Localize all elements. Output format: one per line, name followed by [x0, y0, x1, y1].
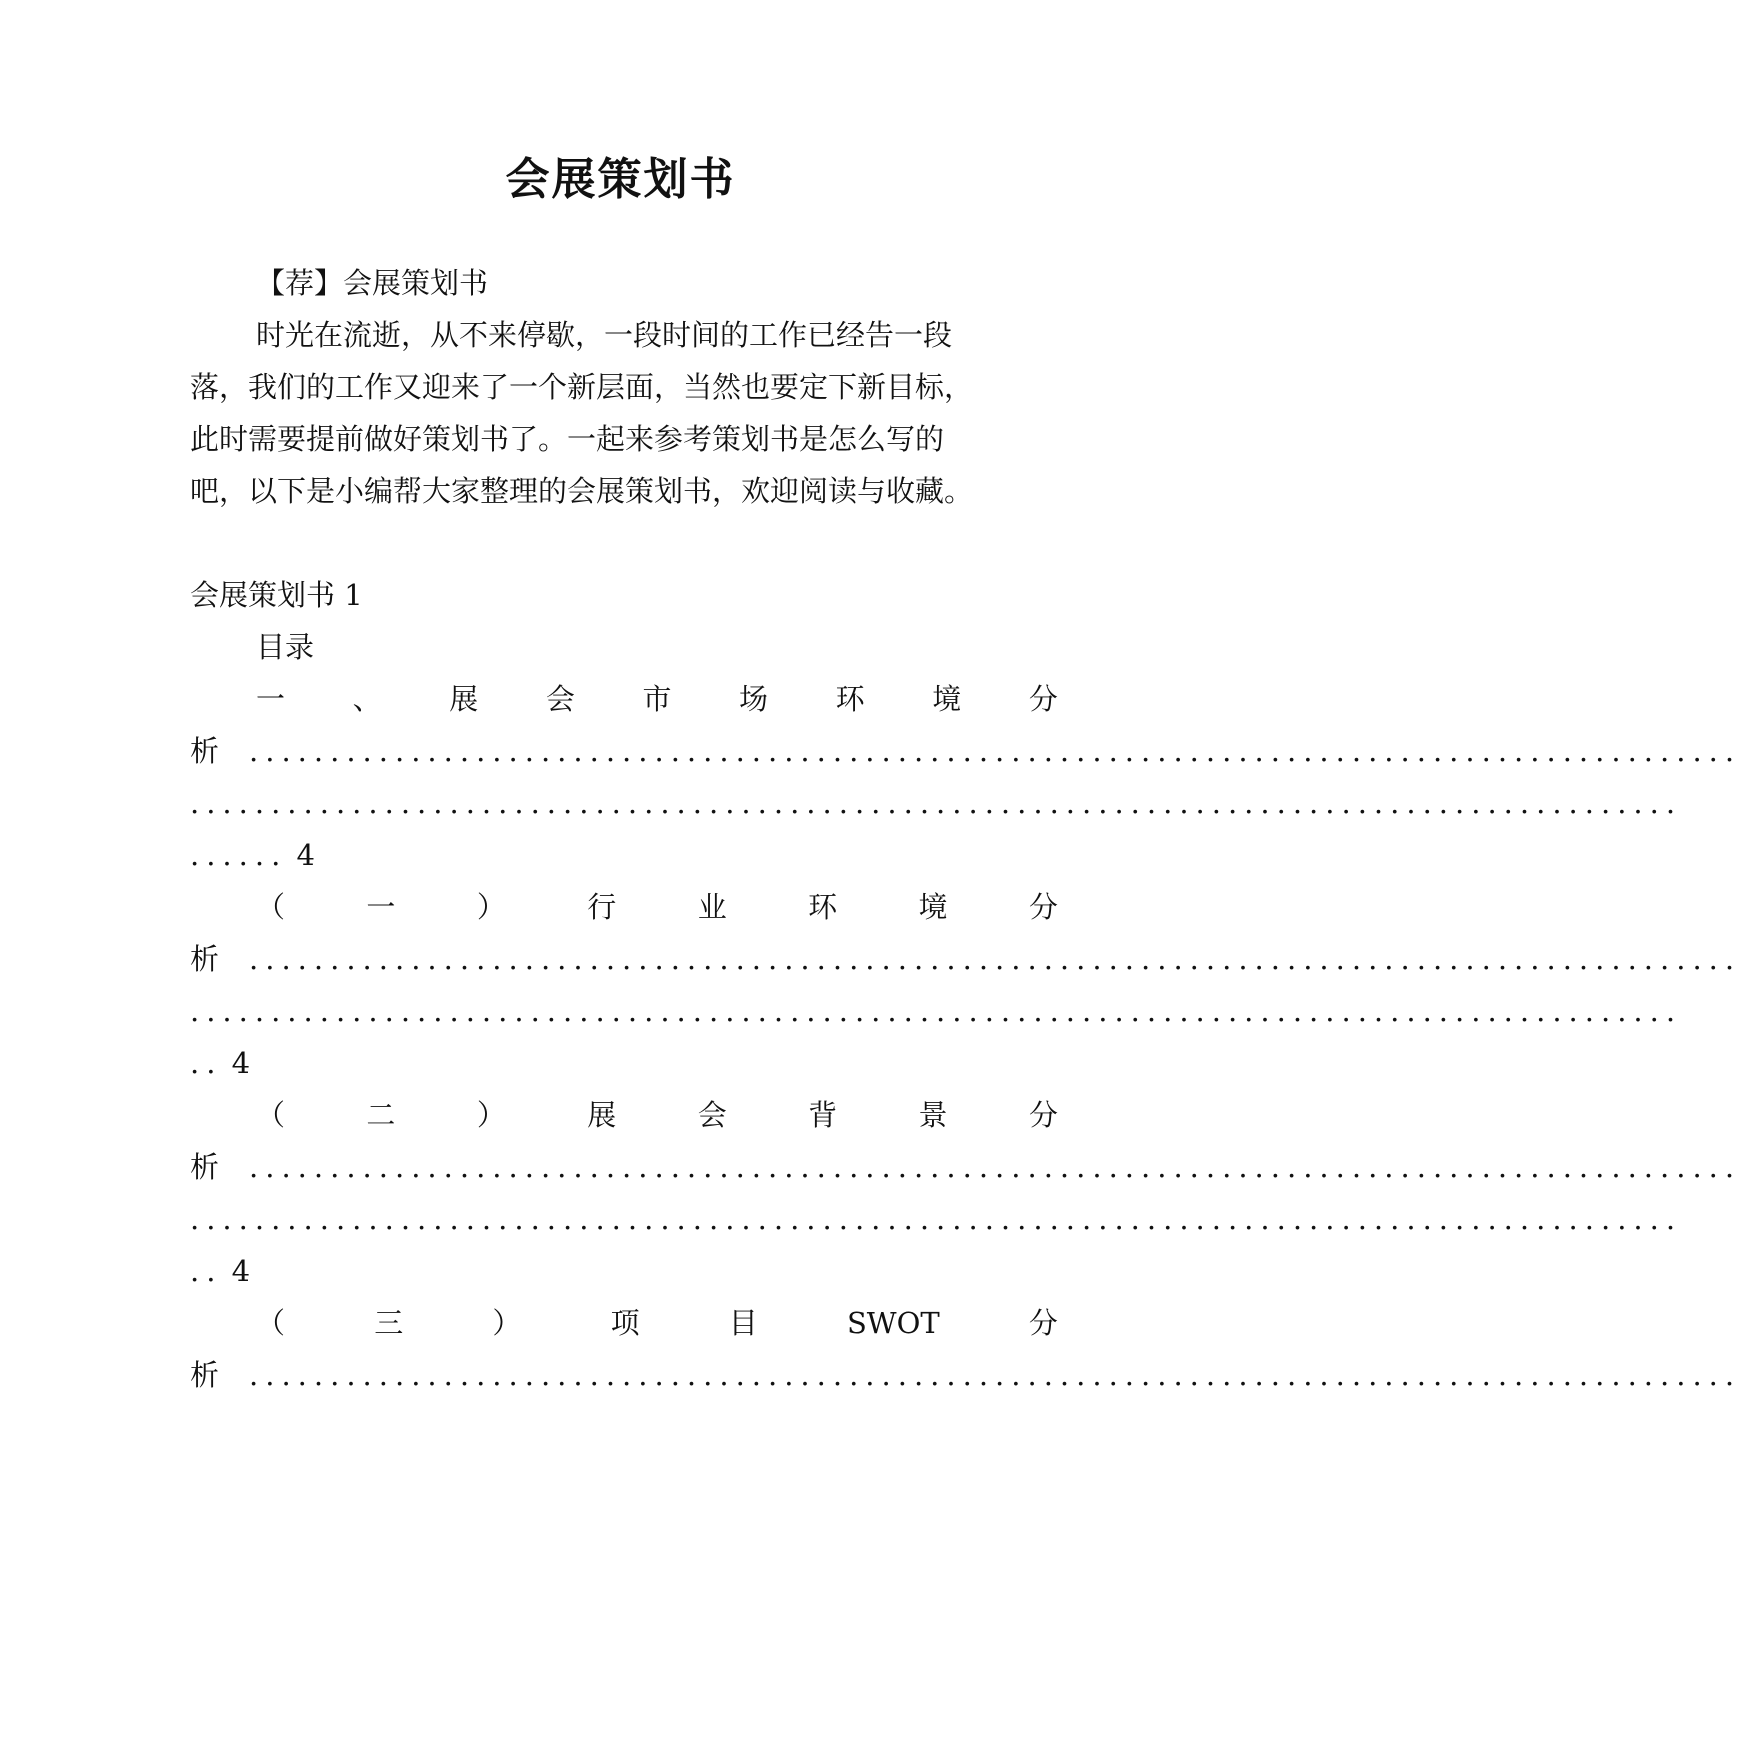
intro-heading: 【荐】会展策划书 [256, 266, 489, 300]
toc-entry-3-title [256, 1095, 1058, 1135]
toc-entry-1-leader [190, 731, 1741, 771]
toc-page-number: 4 [231, 1254, 251, 1288]
toc-char: 展 [587, 1098, 617, 1132]
toc-entry-1-title [256, 679, 1058, 719]
toc-last-char: 析 [190, 734, 220, 768]
intro-line-1: 时光在流逝，从不来停歇，一段时间的工作已经告一段 [256, 318, 953, 352]
toc-char: 一 [366, 890, 396, 924]
intro-line-2: 落，我们的工作又迎来了一个新层面，当然也要定下新目标， [190, 370, 974, 404]
toc-char: 目 [728, 1306, 758, 1340]
toc-char: 二 [366, 1098, 396, 1132]
toc-char: （ [256, 890, 286, 924]
document-title: 会展策划书 [505, 154, 736, 205]
toc-char: SWOT [846, 1306, 940, 1340]
toc-entry-3-leader-cont [190, 1199, 1683, 1239]
toc-char: 环 [808, 890, 838, 924]
dot-leader: ............................................................................................ [249, 734, 1741, 768]
toc-char: 境 [918, 890, 948, 924]
toc-char: ） [476, 1098, 506, 1132]
toc-char: 会 [545, 682, 575, 716]
toc-char: 分 [1028, 682, 1058, 716]
toc-entry-4-title [256, 1303, 1058, 1343]
toc-char: 展 [449, 682, 479, 716]
dot-leader: .. [190, 1046, 223, 1080]
toc-page-number: 4 [231, 1046, 251, 1080]
toc-char: 项 [610, 1306, 640, 1340]
toc-entry-2-title [256, 887, 1058, 927]
toc-char: 背 [808, 1098, 838, 1132]
toc-char: 场 [739, 682, 769, 716]
toc-char: ） [492, 1306, 522, 1340]
dot-leader: ...... [190, 838, 288, 872]
toc-char: 会 [697, 1098, 727, 1132]
toc-entry-2-page [190, 1043, 1058, 1083]
toc-char: 分 [1028, 1306, 1058, 1340]
toc-entry-4-leader [190, 1355, 1741, 1395]
toc-heading: 目录 [256, 630, 315, 664]
dot-leader: ............................................................................................ [190, 786, 1683, 820]
toc-char: 、 [352, 682, 382, 716]
toc-char: （ [256, 1306, 286, 1340]
toc-entry-3-leader [190, 1147, 1741, 1187]
dot-leader: .. [190, 1254, 223, 1288]
toc-char: 市 [642, 682, 672, 716]
intro-line-4: 吧，以下是小编帮大家整理的会展策划书，欢迎阅读与收藏。 [190, 474, 974, 508]
toc-page-number: 4 [296, 838, 315, 872]
toc-char: 景 [918, 1098, 948, 1132]
toc-entry-1-leader-cont [190, 783, 1683, 823]
toc-last-char: 析 [190, 1150, 220, 1184]
toc-char: 行 [587, 890, 617, 924]
toc-char: 三 [374, 1306, 404, 1340]
toc-char: ） [476, 890, 506, 924]
toc-entry-2-leader [190, 939, 1741, 979]
dot-leader: ............................................................................................ [190, 994, 1683, 1028]
toc-char: 分 [1028, 890, 1058, 924]
dot-leader: ............................................................................................ [249, 942, 1741, 976]
toc-char: 业 [697, 890, 727, 924]
toc-char: 环 [835, 682, 865, 716]
toc-entry-2-leader-cont [190, 991, 1683, 1031]
dot-leader: ............................................................................................ [249, 1358, 1741, 1392]
dot-leader: ............................................................................................ [190, 1202, 1683, 1236]
toc-last-char: 析 [190, 1358, 220, 1392]
toc-last-char: 析 [190, 942, 220, 976]
toc-char: 分 [1028, 1098, 1058, 1132]
toc-char: （ [256, 1098, 286, 1132]
toc-entry-1-page [190, 835, 1058, 875]
section-heading: 会展策划书 1 [190, 578, 363, 612]
toc-entry-3-page [190, 1251, 1058, 1291]
dot-leader: ............................................................................................ [249, 1150, 1741, 1184]
toc-char: 一 [256, 682, 286, 716]
toc-char: 境 [932, 682, 962, 716]
intro-line-3: 此时需要提前做好策划书了。一起来参考策划书是怎么写的 [190, 422, 945, 456]
